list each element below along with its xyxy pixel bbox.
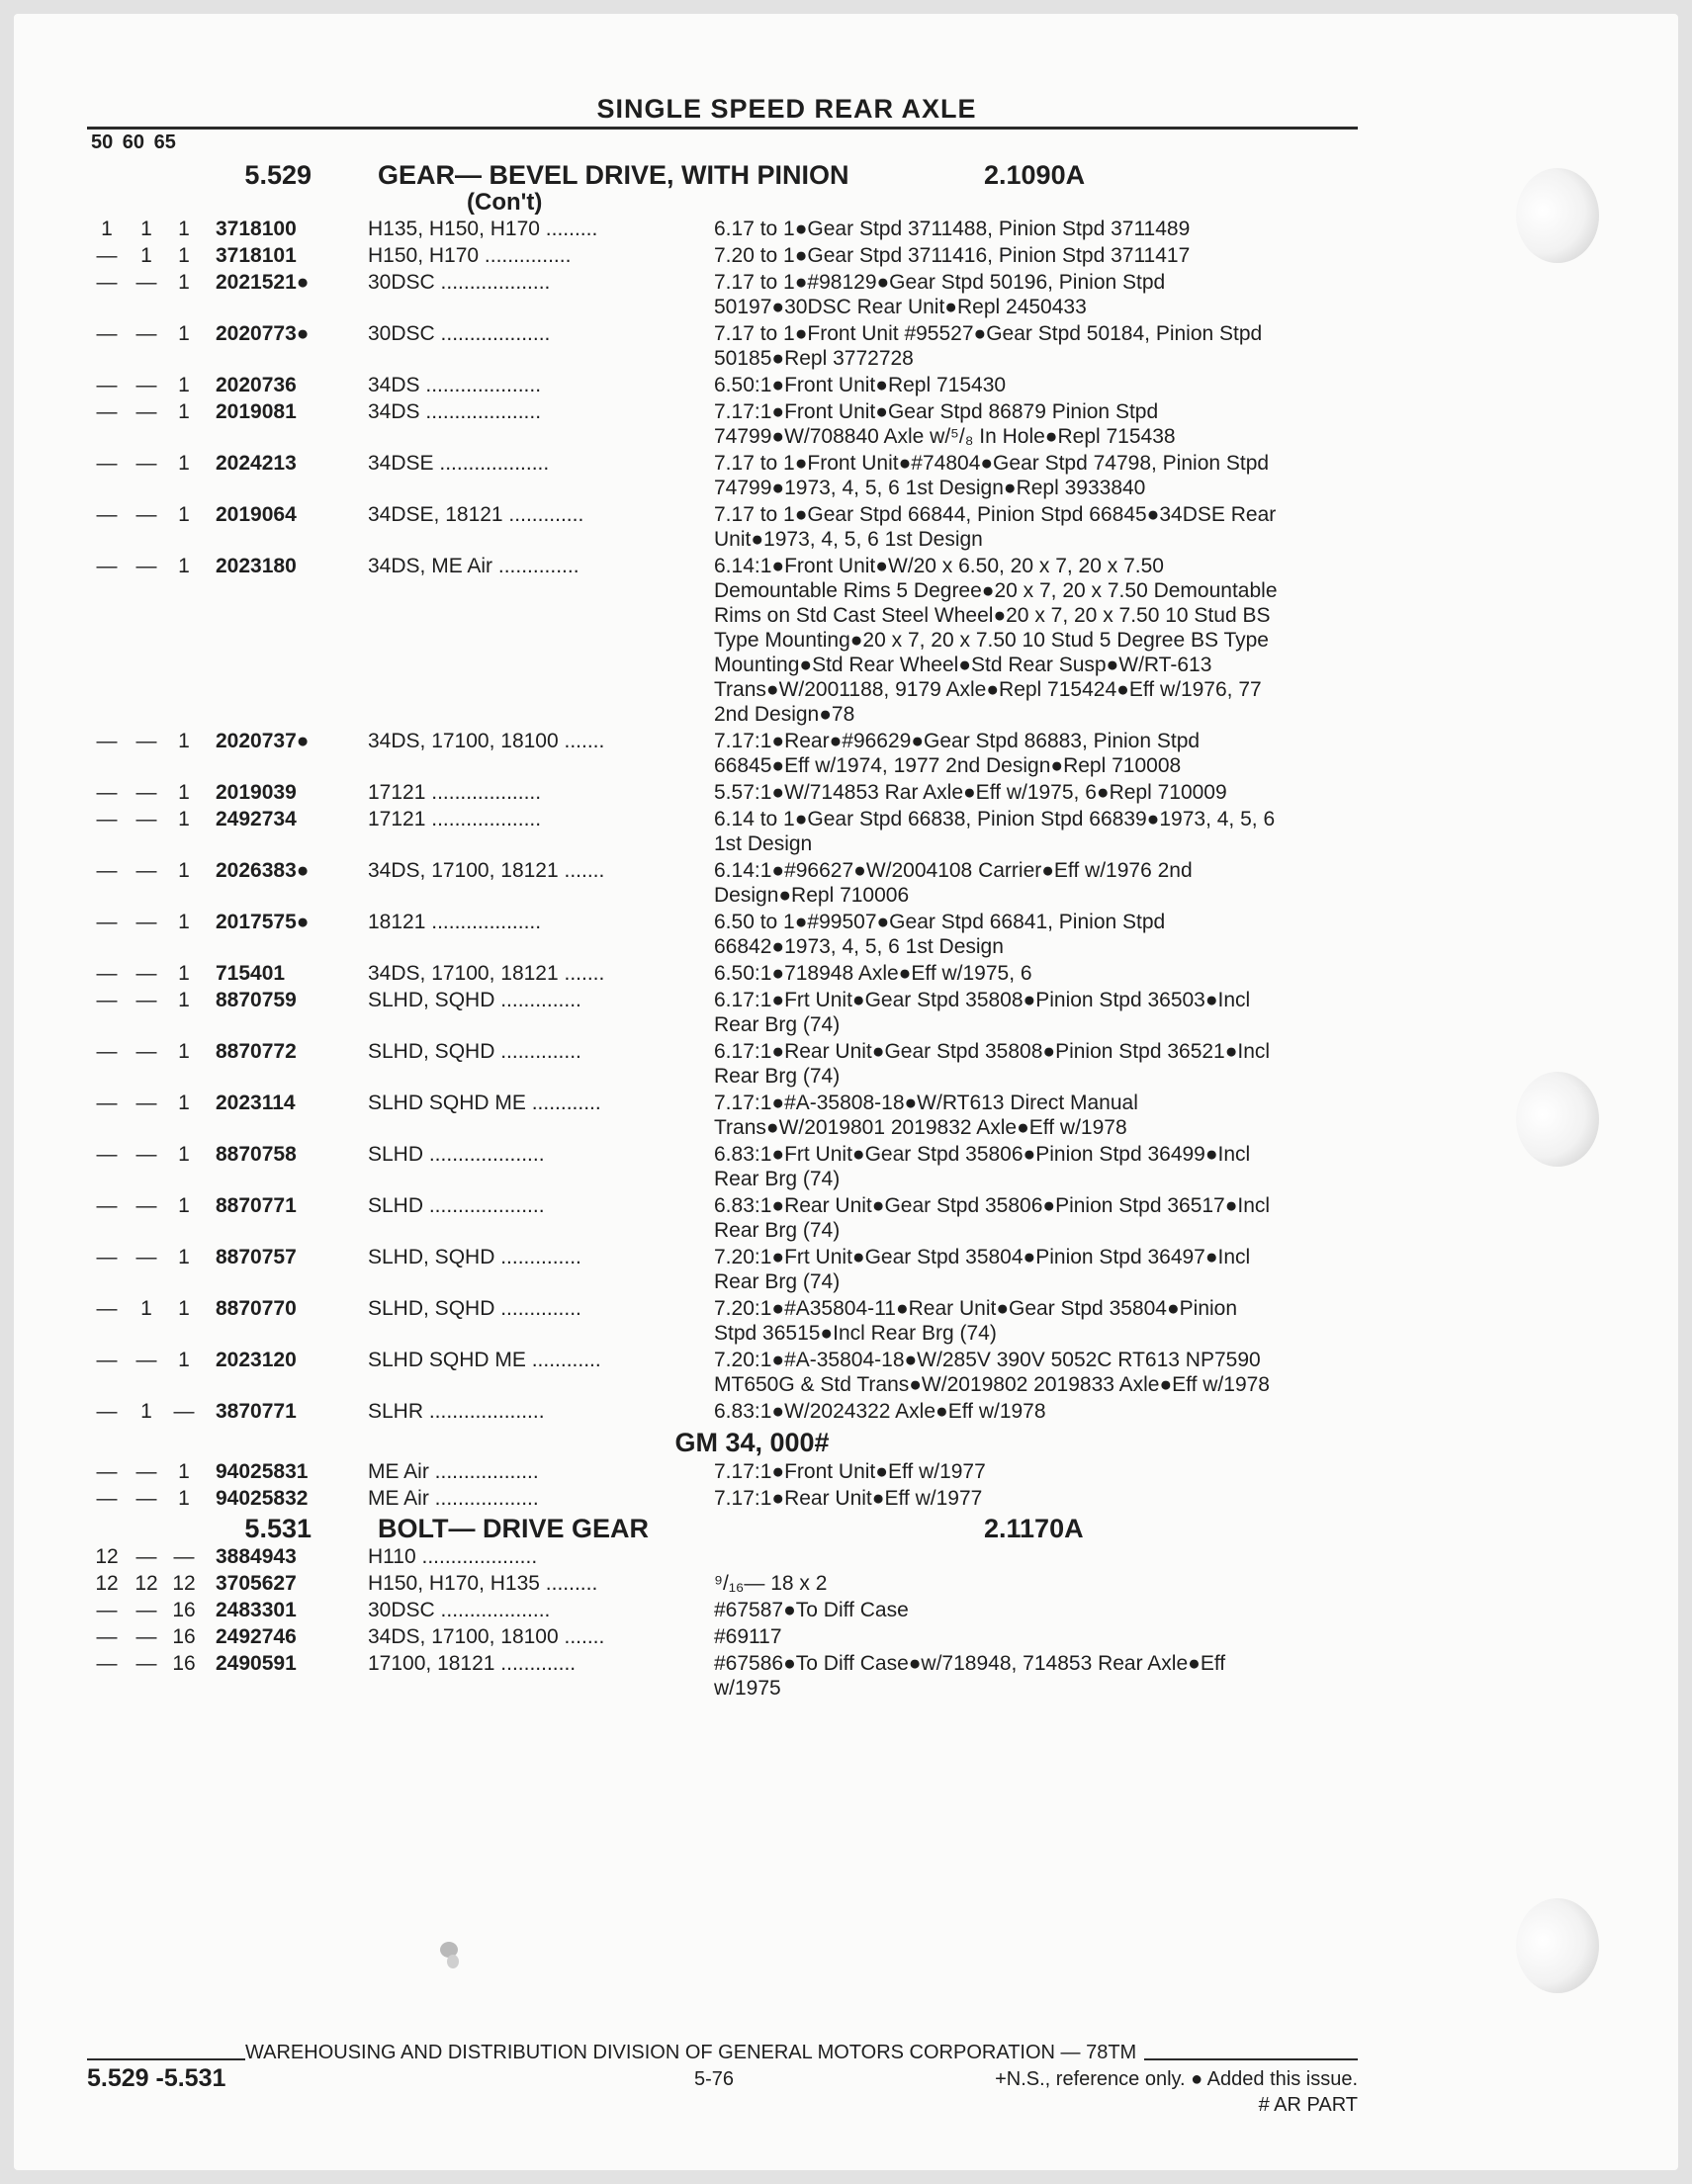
binder-hole: [1516, 1898, 1599, 1993]
qty-model-65: 1: [178, 271, 190, 294]
part-number: 2021521●: [216, 271, 310, 294]
qty-model-60: —: [135, 859, 157, 882]
table-row: [87, 399, 1358, 449]
part-number: 2492746: [216, 1625, 297, 1648]
part-number: 2020773●: [216, 322, 310, 345]
qty-model-50: —: [96, 1092, 118, 1114]
part-number: 8870759: [216, 989, 297, 1011]
part-number: 8870758: [216, 1143, 297, 1166]
part-remarks: 6.83:1●Rear Unit●Gear Stpd 35806●Pinion Stpd 36517●Incl Rear Brg (74): [714, 1194, 1271, 1242]
qty-model-60: —: [135, 1092, 157, 1114]
part-application: 17121 ...................: [368, 781, 542, 804]
part-application: SLHD, SQHD ..............: [368, 989, 581, 1011]
qty-model-65: 1: [178, 374, 190, 396]
part-application: 34DS, 17100, 18121 .......: [368, 859, 605, 882]
part-application: SLHD, SQHD ..............: [368, 1297, 581, 1320]
part-remarks: 7.17:1●Front Unit●Gear Stpd 86879 Pinion Stpd 74799●W/708840 Axle w/⁵/₈ In Hole●Repl 715438: [714, 400, 1176, 448]
parts-table-bolt: [87, 1544, 1358, 1701]
part-application: SLHD ....................: [368, 1143, 545, 1166]
parts-table-gm: [87, 1459, 1358, 1511]
part-application: 34DS ....................: [368, 374, 542, 396]
qty-model-60: —: [135, 1143, 157, 1166]
qty-model-50: —: [96, 1625, 118, 1648]
group-continued: (Con't): [467, 189, 543, 216]
group-header-5-529: [87, 159, 1358, 191]
table-row: [87, 910, 1358, 959]
qty-model-60: —: [135, 400, 157, 423]
part-application: 18121 ...................: [368, 911, 542, 933]
part-remarks: 6.50:1●718948 Axle●Eff w/1975, 6: [714, 962, 1032, 985]
part-application: 30DSC ...................: [368, 1599, 551, 1621]
qty-model-50: —: [96, 400, 118, 423]
qty-model-60: —: [135, 271, 157, 294]
part-application: 34DSE ...................: [368, 452, 550, 475]
qty-model-60: 1: [140, 244, 152, 267]
parts-listing: [87, 91, 1358, 1703]
group-name: GEAR— BEVEL DRIVE, WITH PINION: [378, 160, 849, 190]
qty-model-60: —: [135, 1349, 157, 1371]
table-row: [87, 1039, 1358, 1089]
group-number: 5.529: [244, 160, 312, 190]
qty-model-65: 1: [178, 1487, 190, 1510]
group-ref: 2.1090A: [984, 160, 1086, 190]
qty-model-60: —: [135, 730, 157, 752]
qty-model-60: —: [135, 781, 157, 804]
table-row: [87, 858, 1358, 908]
qty-model-60: —: [135, 962, 157, 985]
part-number: 2019039: [216, 781, 297, 804]
qty-model-65: 1: [178, 1143, 190, 1166]
part-remarks: 7.20:1●Frt Unit●Gear Stpd 35804●Pinion Stpd 36497●Incl Rear Brg (74): [714, 1246, 1251, 1293]
parts-table-gear: [87, 217, 1358, 1424]
table-row: [87, 554, 1358, 727]
part-application: 34DS, 17100, 18100 .......: [368, 1625, 605, 1648]
part-application: H150, H170 ...............: [368, 244, 572, 267]
qty-model-65: 1: [178, 1460, 190, 1483]
qty-model-50: —: [96, 1599, 118, 1621]
qty-model-65: 16: [172, 1599, 196, 1621]
qty-model-50: —: [96, 1652, 118, 1675]
part-remarks: 7.17:1●Rear●#96629●Gear Stpd 86883, Pinion Stpd 66845●Eff w/1974, 1977 2nd Design●Repl 710008: [714, 730, 1201, 777]
footer-page-number: 5-76: [694, 2068, 735, 2090]
qty-model-65: 1: [178, 1297, 190, 1320]
part-application: SLHD, SQHD ..............: [368, 1246, 581, 1268]
table-row: [87, 780, 1358, 805]
qty-model-50: —: [96, 859, 118, 882]
table-row: [87, 1091, 1358, 1140]
qty-model-65: 16: [172, 1625, 196, 1648]
part-number: 2026383●: [216, 859, 310, 882]
table-row: [87, 270, 1358, 319]
footer-page-range: 5.529 -5.531: [87, 2064, 226, 2092]
qty-model-65: 1: [178, 781, 190, 804]
qty-model-60: —: [135, 1487, 157, 1510]
qty-model-50: —: [96, 322, 118, 345]
part-remarks: 7.17 to 1●Front Unit●#74804●Gear Stpd 74798, Pinion Stpd 74799●1973, 4, 5, 6 1st Design●Repl 3933840: [714, 452, 1270, 499]
part-remarks: 6.17:1●Frt Unit●Gear Stpd 35808●Pinion Stpd 36503●Incl Rear Brg (74): [714, 989, 1251, 1036]
part-remarks: 7.17:1●Front Unit●Eff w/1977: [714, 1460, 986, 1483]
part-application: H150, H170, H135 .........: [368, 1572, 598, 1595]
qty-model-65: 1: [178, 555, 190, 577]
qty-model-50: —: [96, 244, 118, 267]
part-application: SLHD SQHD ME ............: [368, 1092, 601, 1114]
footer-rule-right: [1144, 2058, 1358, 2060]
page-footer: [87, 2039, 1358, 2117]
part-number: 715401: [216, 962, 286, 985]
qty-model-65: 16: [172, 1652, 196, 1675]
qty-model-65: 1: [178, 730, 190, 752]
qty-model-65: 1: [178, 808, 190, 830]
part-number: 2020737●: [216, 730, 310, 752]
qty-model-65: 1: [178, 1040, 190, 1063]
part-number: 2023180: [216, 555, 297, 577]
part-application: ME Air ..................: [368, 1460, 539, 1483]
qty-model-50: —: [96, 989, 118, 1011]
qty-model-65: 1: [178, 1349, 190, 1371]
part-application: 34DS ....................: [368, 400, 542, 423]
part-application: 34DS, 17100, 18100 .......: [368, 730, 605, 752]
part-remarks: 6.17 to 1●Gear Stpd 3711488, Pinion Stpd 3711489: [714, 218, 1191, 240]
qty-model-60: —: [135, 322, 157, 345]
qty-model-65: 1: [178, 859, 190, 882]
part-remarks: 6.83:1●Frt Unit●Gear Stpd 35806●Pinion Stpd 36499●Incl Rear Brg (74): [714, 1143, 1251, 1190]
table-row: [87, 729, 1358, 778]
qty-model-65: —: [173, 1545, 195, 1568]
part-remarks: ⁹/₁₆— 18 x 2: [714, 1572, 828, 1595]
table-row: [87, 1598, 1358, 1622]
ink-smudge: [435, 1936, 465, 1973]
page-title: SINGLE SPEED REAR AXLE: [596, 94, 977, 124]
part-number: 2020736: [216, 374, 297, 396]
part-application: SLHD, SQHD ..............: [368, 1040, 581, 1063]
qty-model-50: —: [96, 555, 118, 577]
part-application: H110 ....................: [368, 1545, 538, 1568]
qty-model-50: —: [96, 1487, 118, 1510]
table-row: [87, 1486, 1358, 1511]
table-row: [87, 243, 1358, 268]
qty-model-65: 1: [178, 962, 190, 985]
table-row: [87, 1624, 1358, 1649]
part-application: SLHR ....................: [368, 1400, 545, 1423]
part-number: 94025832: [216, 1487, 309, 1510]
qty-model-65: 1: [178, 503, 190, 526]
part-remarks: 7.20:1●#A-35804-18●W/285V 390V 5052C RT613 NP7590 MT650G & Std Trans●W/2019802 2019833 Axle●Eff w/1978: [714, 1349, 1270, 1396]
qty-model-65: 1: [178, 1194, 190, 1217]
table-row: [87, 961, 1358, 986]
qty-model-65: 1: [178, 244, 190, 267]
part-number: 3718101: [216, 244, 297, 267]
part-remarks: #67587●To Diff Case: [714, 1599, 909, 1621]
part-remarks: 7.20 to 1●Gear Stpd 3711416, Pinion Stpd 3711417: [714, 244, 1191, 267]
qty-model-50: —: [96, 1194, 118, 1217]
qty-model-65: —: [173, 1400, 195, 1423]
table-row: [87, 1348, 1358, 1397]
table-row: [87, 1296, 1358, 1346]
part-application: SLHD SQHD ME ............: [368, 1349, 601, 1371]
qty-model-50: —: [96, 962, 118, 985]
part-number: 2019081: [216, 400, 297, 423]
part-number: 8870771: [216, 1194, 297, 1217]
qty-model-50: —: [96, 1349, 118, 1371]
qty-model-65: 1: [178, 1092, 190, 1114]
qty-model-60: —: [135, 1194, 157, 1217]
part-application: SLHD ....................: [368, 1194, 545, 1217]
qty-model-60: 1: [140, 1297, 152, 1320]
footer-legend: +N.S., reference only. ● Added this issue.: [995, 2068, 1358, 2090]
qty-model-65: 1: [178, 989, 190, 1011]
binder-hole: [1516, 1072, 1599, 1167]
part-remarks: 6.14:1●#96627●W/2004108 Carrier●Eff w/1976 2nd Design●Repl 710006: [714, 859, 1193, 907]
footer-legend-ar: # AR PART: [1258, 2094, 1358, 2116]
model-columns-header: 50 60 65: [91, 131, 176, 153]
part-remarks: 7.17:1●#A-35808-18●W/RT613 Direct Manual Trans●W/2019801 2019832 Axle●Eff w/1978: [714, 1092, 1138, 1139]
part-number: 2023114: [216, 1092, 296, 1114]
part-remarks: 7.17 to 1●#98129●Gear Stpd 50196, Pinion Stpd 50197●30DSC Rear Unit●Repl 2450433: [714, 271, 1166, 318]
qty-model-65: 12: [172, 1572, 196, 1595]
qty-model-60: —: [135, 1545, 157, 1568]
part-remarks: 6.50:1●Front Unit●Repl 715430: [714, 374, 1007, 396]
qty-model-65: 1: [178, 911, 190, 933]
qty-model-60: —: [135, 374, 157, 396]
qty-model-50: —: [96, 1246, 118, 1268]
table-row: [87, 451, 1358, 500]
table-row: [87, 988, 1358, 1037]
qty-model-50: —: [96, 271, 118, 294]
table-row: [87, 1399, 1358, 1424]
table-row: [87, 1571, 1358, 1596]
qty-model-60: 1: [140, 1400, 152, 1423]
part-application: 34DS, 17100, 18121 .......: [368, 962, 605, 985]
qty-model-60: —: [135, 911, 157, 933]
part-application: ME Air ..................: [368, 1487, 539, 1510]
binder-hole: [1516, 168, 1599, 263]
part-number: 3870771: [216, 1400, 297, 1423]
qty-model-50: —: [96, 911, 118, 933]
qty-model-50: 12: [95, 1572, 119, 1595]
group-name: BOLT— DRIVE GEAR: [378, 1514, 650, 1543]
part-number: 2019064: [216, 503, 297, 526]
table-row: [87, 1193, 1358, 1243]
table-row: [87, 1459, 1358, 1484]
part-application: 17100, 18121 .............: [368, 1652, 577, 1675]
part-remarks: #69117: [714, 1625, 782, 1648]
qty-model-50: 1: [101, 218, 113, 240]
part-number: 2483301: [216, 1599, 297, 1621]
qty-model-50: —: [96, 730, 118, 752]
qty-model-60: 12: [134, 1572, 158, 1595]
group-number: 5.531: [244, 1514, 312, 1543]
part-number: 2490591: [216, 1652, 297, 1675]
qty-model-60: —: [135, 1040, 157, 1063]
table-row: [87, 502, 1358, 552]
table-row: [87, 1142, 1358, 1191]
part-application: 30DSC ...................: [368, 322, 551, 345]
part-number: 2492734: [216, 808, 297, 830]
table-row: [87, 217, 1358, 241]
table-row: [87, 807, 1358, 856]
part-remarks: 6.17:1●Rear Unit●Gear Stpd 35808●Pinion Stpd 36521●Incl Rear Brg (74): [714, 1040, 1271, 1088]
part-application: 34DS, ME Air ..............: [368, 555, 579, 577]
part-remarks: 6.14:1●Front Unit●W/20 x 6.50, 20 x 7, 20 x 7.50 Demountable Rims 5 Degree●20 x 7, 20 x 7.50 Demountable Rims on Std Cast Steel Wheel●20 x 7, 20 x 7.50 10 Stud BS Type Mounting●20 x 7, 20 x 7.50 10 Stud 5 Degree BS Type Mounting●Std Rear Wheel●Std Rear Susp●W/RT-613 Trans●W/2001188, 9179 Axle●Repl 715424●Eff w/1976, 77 2nd Design●78: [714, 555, 1278, 726]
qty-model-65: 1: [178, 400, 190, 423]
part-remarks: 6.14 to 1●Gear Stpd 66838, Pinion Stpd 66839●1973, 4, 5, 6 1st Design: [714, 808, 1276, 855]
qty-model-50: —: [96, 1460, 118, 1483]
part-number: 2024213: [216, 452, 297, 475]
part-number: 3718100: [216, 218, 297, 240]
qty-model-60: —: [135, 452, 157, 475]
qty-model-65: 1: [178, 322, 190, 345]
qty-model-65: 1: [178, 218, 190, 240]
table-row: [87, 373, 1358, 397]
table-row: [87, 1245, 1358, 1294]
part-number: 8870757: [216, 1246, 297, 1268]
part-number: 8870770: [216, 1297, 297, 1320]
qty-model-50: —: [96, 1143, 118, 1166]
qty-model-50: —: [96, 1297, 118, 1320]
part-application: 34DSE, 18121 .............: [368, 503, 584, 526]
table-row: [87, 321, 1358, 371]
qty-model-60: —: [135, 989, 157, 1011]
part-remarks: 6.50 to 1●#99507●Gear Stpd 66841, Pinion Stpd 66842●1973, 4, 5, 6 1st Design: [714, 911, 1166, 958]
qty-model-65: 1: [178, 1246, 190, 1268]
part-remarks: #67586●To Diff Case●w/718948, 714853 Rear Axle●Eff w/1975: [714, 1652, 1226, 1700]
part-application: H135, H150, H170 .........: [368, 218, 598, 240]
qty-model-60: —: [135, 555, 157, 577]
group-ref: 2.1170A: [984, 1514, 1084, 1543]
qty-model-50: 12: [95, 1545, 119, 1568]
gm-section-header: GM 34, 000#: [674, 1428, 830, 1457]
part-number: 3884943: [216, 1545, 297, 1568]
group-header-5-531: [87, 1513, 1358, 1544]
qty-model-60: —: [135, 1246, 157, 1268]
footer-division: WAREHOUSING AND DISTRIBUTION DIVISION OF GENERAL MOTORS CORPORATION — 78TM: [245, 2042, 1137, 2063]
part-number: 2023120: [216, 1349, 297, 1371]
qty-model-60: —: [135, 1625, 157, 1648]
qty-model-60: —: [135, 503, 157, 526]
part-number: 2017575●: [216, 911, 310, 933]
part-application: 30DSC ...................: [368, 271, 551, 294]
part-remarks: 7.17 to 1●Front Unit #95527●Gear Stpd 50184, Pinion Stpd 50185●Repl 3772728: [714, 322, 1263, 370]
part-application: 17121 ...................: [368, 808, 542, 830]
qty-model-50: —: [96, 1040, 118, 1063]
table-row: [87, 1544, 1358, 1569]
part-number: 8870772: [216, 1040, 297, 1063]
qty-model-60: —: [135, 1460, 157, 1483]
table-row: [87, 1651, 1358, 1701]
qty-model-60: —: [135, 1652, 157, 1675]
part-remarks: 7.20:1●#A35804-11●Rear Unit●Gear Stpd 35804●Pinion Stpd 36515●Incl Rear Brg (74): [714, 1297, 1238, 1345]
qty-model-60: —: [135, 1599, 157, 1621]
part-remarks: 6.83:1●W/2024322 Axle●Eff w/1978: [714, 1400, 1046, 1423]
part-remarks: 7.17 to 1●Gear Stpd 66844, Pinion Stpd 66845●34DSE Rear Unit●1973, 4, 5, 6 1st Design: [714, 503, 1277, 551]
part-remarks: 5.57:1●W/714853 Rar Axle●Eff w/1975, 6●Repl 710009: [714, 781, 1227, 804]
qty-model-50: —: [96, 503, 118, 526]
qty-model-50: —: [96, 452, 118, 475]
qty-model-60: 1: [140, 218, 152, 240]
qty-model-50: —: [96, 808, 118, 830]
qty-model-50: —: [96, 374, 118, 396]
qty-model-60: —: [135, 808, 157, 830]
part-number: 3705627: [216, 1572, 297, 1595]
footer-rule-left: [87, 2058, 245, 2060]
qty-model-50: —: [96, 1400, 118, 1423]
qty-model-65: 1: [178, 452, 190, 475]
qty-model-50: —: [96, 781, 118, 804]
part-remarks: 7.17:1●Rear Unit●Eff w/1977: [714, 1487, 983, 1510]
part-number: 94025831: [216, 1460, 309, 1483]
part-remarks: [706, 1544, 1280, 1569]
